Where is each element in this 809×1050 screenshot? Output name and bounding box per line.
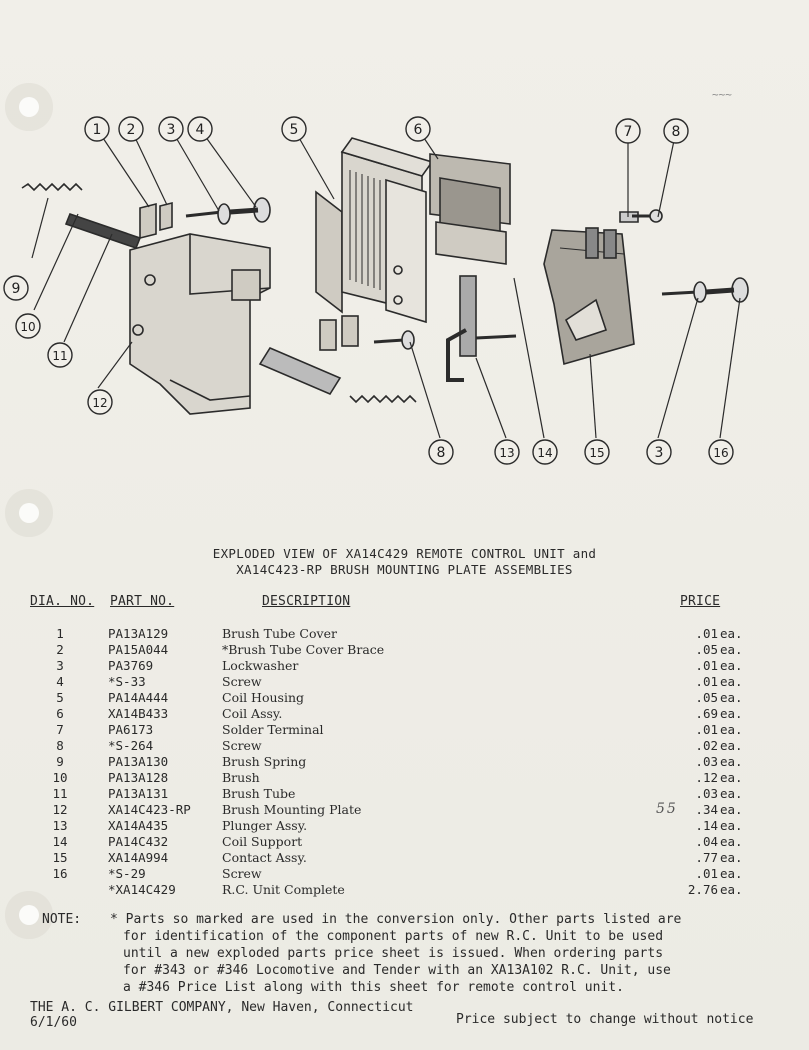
table-row bbox=[0, 866, 809, 882]
price-cell: .05 bbox=[695, 690, 718, 705]
description-cell: Screw bbox=[222, 674, 262, 689]
brush-mounting-plate-part bbox=[130, 234, 270, 414]
table-row bbox=[0, 626, 809, 642]
plunger-assembly-part bbox=[448, 276, 516, 380]
note-label: NOTE: bbox=[42, 912, 82, 927]
part-no-cell: PA14A444 bbox=[108, 690, 169, 705]
callout-number: 16 bbox=[713, 446, 729, 460]
part-no-cell: XA14C423-RP bbox=[108, 802, 191, 817]
price-cell: .01 bbox=[695, 658, 718, 673]
description-cell: R.C. Unit Complete bbox=[222, 882, 345, 897]
part-no-cell: PA14C432 bbox=[108, 834, 169, 849]
lower-brush-tube-part bbox=[260, 348, 340, 394]
description-cell: Contact Assy. bbox=[222, 850, 307, 865]
callout-number: 14 bbox=[537, 446, 553, 460]
exploded-view-diagram bbox=[0, 80, 809, 480]
part-no-cell: XA14B433 bbox=[108, 706, 169, 721]
description-cell: Coil Assy. bbox=[222, 706, 283, 721]
callout-number: 13 bbox=[499, 446, 515, 460]
unit-cell: ea. bbox=[720, 690, 743, 705]
callout-number: 15 bbox=[589, 446, 605, 460]
small-plate-part bbox=[320, 320, 336, 350]
header-dia-no: DIA. NO. bbox=[30, 594, 95, 609]
brush-tube-cover-part bbox=[140, 204, 156, 238]
screw-head-part bbox=[402, 331, 414, 349]
unit-cell: ea. bbox=[720, 658, 743, 673]
price-cell: .69 bbox=[695, 706, 718, 721]
part-no-cell: PA3769 bbox=[108, 658, 154, 673]
date-line: 6/1/60 bbox=[30, 1015, 77, 1030]
part-no-cell: PA6173 bbox=[108, 722, 154, 737]
note-line: until a new exploded parts price sheet is issued. When ordering parts bbox=[123, 946, 664, 961]
callout-number: 1 bbox=[92, 122, 102, 138]
price-cell: 2.76 bbox=[687, 882, 718, 897]
small-plate-part bbox=[342, 316, 358, 346]
unit-cell: ea. bbox=[720, 834, 743, 849]
description-cell: Brush Mounting Plate bbox=[222, 802, 362, 817]
table-row bbox=[0, 850, 809, 866]
part-no-cell: XA14A435 bbox=[108, 818, 169, 833]
unit-cell: ea. bbox=[720, 754, 743, 769]
terminal-screw-head-part bbox=[650, 210, 662, 222]
description-cell: Lockwasher bbox=[222, 658, 299, 673]
price-cell: .01 bbox=[695, 722, 718, 737]
callout-number: 8 bbox=[671, 124, 681, 140]
table-row bbox=[0, 802, 809, 818]
dia-no-cell: 13 bbox=[52, 818, 68, 833]
part-no-cell: PA13A131 bbox=[108, 786, 169, 801]
binder-hole bbox=[19, 905, 39, 925]
description-cell: Brush Tube Cover bbox=[222, 626, 337, 641]
description-cell: Brush bbox=[222, 770, 260, 785]
description-cell: Brush Tube bbox=[222, 786, 296, 801]
unit-cell: ea. bbox=[720, 674, 743, 689]
callout-number: 7 bbox=[623, 124, 633, 140]
description-cell: Coil Housing bbox=[222, 690, 305, 705]
callout-number: 11 bbox=[52, 349, 68, 363]
callout-number: 2 bbox=[126, 122, 136, 138]
dia-no-cell: 6 bbox=[56, 706, 64, 721]
dia-no-cell: 14 bbox=[52, 834, 68, 849]
unit-cell: ea. bbox=[720, 850, 743, 865]
header-price: PRICE bbox=[680, 594, 721, 609]
company-line: THE A. C. GILBERT COMPANY, New Haven, Connecticut bbox=[30, 1000, 414, 1015]
brush-spring-part bbox=[22, 184, 140, 248]
callout-number: 3 bbox=[166, 122, 176, 138]
unit-cell: ea. bbox=[720, 770, 743, 785]
handwritten-price-correction: 55 bbox=[656, 801, 678, 817]
note-line: * Parts so marked are used in the conversion only. Other parts listed are bbox=[110, 912, 682, 927]
unit-cell: ea. bbox=[720, 866, 743, 881]
callout-number: 10 bbox=[20, 320, 36, 334]
description-cell: *Brush Tube Cover Brace bbox=[222, 642, 385, 657]
price-cell: .03 bbox=[695, 786, 718, 801]
table-row bbox=[0, 642, 809, 658]
callout-number: 3 bbox=[654, 445, 664, 461]
unit-cell: ea. bbox=[720, 626, 743, 641]
unit-cell: ea. bbox=[720, 802, 743, 817]
table-row bbox=[0, 770, 809, 786]
table-row bbox=[0, 690, 809, 706]
dia-no-cell: 5 bbox=[56, 690, 64, 705]
part-no-cell: PA15A044 bbox=[108, 642, 169, 657]
table-row bbox=[0, 674, 809, 690]
table-row bbox=[0, 658, 809, 674]
part-no-cell: XA14A994 bbox=[108, 850, 169, 865]
dia-no-cell: 10 bbox=[52, 770, 68, 785]
table-row bbox=[0, 834, 809, 850]
note-line: for identification of the component parts of new R.C. Unit to be used bbox=[123, 929, 664, 944]
screw-lockwasher-part bbox=[186, 198, 270, 224]
contact-assembly-part bbox=[544, 228, 634, 364]
price-cell: .04 bbox=[695, 834, 718, 849]
callout-number: 5 bbox=[289, 122, 299, 138]
description-cell: Brush Spring bbox=[222, 754, 307, 769]
unit-cell: ea. bbox=[720, 722, 743, 737]
price-cell: .03 bbox=[695, 754, 718, 769]
header-description: DESCRIPTION bbox=[262, 594, 351, 609]
dia-no-cell: 8 bbox=[56, 738, 64, 753]
description-cell: Coil Support bbox=[222, 834, 303, 849]
dia-no-cell: 7 bbox=[56, 722, 64, 737]
unit-cell: ea. bbox=[720, 882, 743, 897]
note-line: a #346 Price List along with this sheet for remote control unit. bbox=[123, 980, 624, 995]
table-row bbox=[0, 882, 809, 898]
price-cell: .34 bbox=[695, 802, 718, 817]
table-row bbox=[0, 722, 809, 738]
dia-no-cell: 1 bbox=[56, 626, 64, 641]
dia-no-cell: 12 bbox=[52, 802, 68, 817]
unit-cell: ea. bbox=[720, 818, 743, 833]
callout-number: 6 bbox=[413, 122, 423, 138]
title-line-2: XA14C423-RP BRUSH MOUNTING PLATE ASSEMBLIES bbox=[236, 562, 573, 577]
part-no-cell: PA13A129 bbox=[108, 626, 169, 641]
part-no-cell: *S-33 bbox=[108, 674, 146, 689]
table-row bbox=[0, 706, 809, 722]
description-cell: Plunger Assy. bbox=[222, 818, 308, 833]
callout-number: 8 bbox=[436, 445, 446, 461]
title-line-1: EXPLODED VIEW OF XA14C429 REMOTE CONTROL UNIT and bbox=[212, 546, 597, 561]
table-row bbox=[0, 754, 809, 770]
dia-no-cell: 11 bbox=[52, 786, 68, 801]
callout-number: 12 bbox=[92, 396, 108, 410]
unit-cell: ea. bbox=[720, 642, 743, 657]
callout-number: 9 bbox=[11, 281, 21, 297]
unit-cell: ea. bbox=[720, 786, 743, 801]
description-cell: Screw bbox=[222, 866, 262, 881]
price-cell: .14 bbox=[695, 818, 718, 833]
price-cell: .12 bbox=[695, 770, 718, 785]
part-no-cell: *S-29 bbox=[108, 866, 146, 881]
coil-assembly-part bbox=[430, 154, 510, 264]
unit-cell: ea. bbox=[720, 738, 743, 753]
price-cell: .05 bbox=[695, 642, 718, 657]
price-cell: .01 bbox=[695, 866, 718, 881]
header-part-no: PART NO. bbox=[110, 594, 175, 609]
price-cell: .77 bbox=[695, 850, 718, 865]
part-no-cell: PA13A130 bbox=[108, 754, 169, 769]
binder-hole bbox=[19, 503, 39, 523]
note-line: for #343 or #346 Locomotive and Tender with an XA13A102 R.C. Unit, use bbox=[123, 963, 671, 978]
dia-no-cell: 9 bbox=[56, 754, 64, 769]
dia-no-cell: 4 bbox=[56, 674, 64, 689]
right-screw-part bbox=[662, 278, 748, 302]
table-row bbox=[0, 786, 809, 802]
price-cell: .01 bbox=[695, 674, 718, 689]
part-no-cell: PA13A128 bbox=[108, 770, 169, 785]
price-cell: .02 bbox=[695, 738, 718, 753]
table-row bbox=[0, 818, 809, 834]
dia-no-cell: 3 bbox=[56, 658, 64, 673]
part-no-cell: *S-264 bbox=[108, 738, 154, 753]
dia-no-cell: 16 bbox=[52, 866, 68, 881]
screw-part bbox=[374, 340, 404, 342]
table-row bbox=[0, 738, 809, 754]
cover-brace-part bbox=[160, 203, 172, 230]
callout-number: 4 bbox=[195, 122, 205, 138]
coil-housing-part bbox=[316, 138, 432, 322]
dia-no-cell: 15 bbox=[52, 850, 68, 865]
part-no-cell: *XA14C429 bbox=[108, 882, 176, 897]
lower-brush-spring-part bbox=[350, 396, 416, 402]
dia-no-cell: 2 bbox=[56, 642, 64, 657]
description-cell: Solder Terminal bbox=[222, 722, 324, 737]
price-notice: Price subject to change without notice bbox=[456, 1012, 754, 1027]
price-cell: .01 bbox=[695, 626, 718, 641]
unit-cell: ea. bbox=[720, 706, 743, 721]
corner-pen-mark: ~~~ bbox=[712, 88, 732, 101]
description-cell: Screw bbox=[222, 738, 262, 753]
